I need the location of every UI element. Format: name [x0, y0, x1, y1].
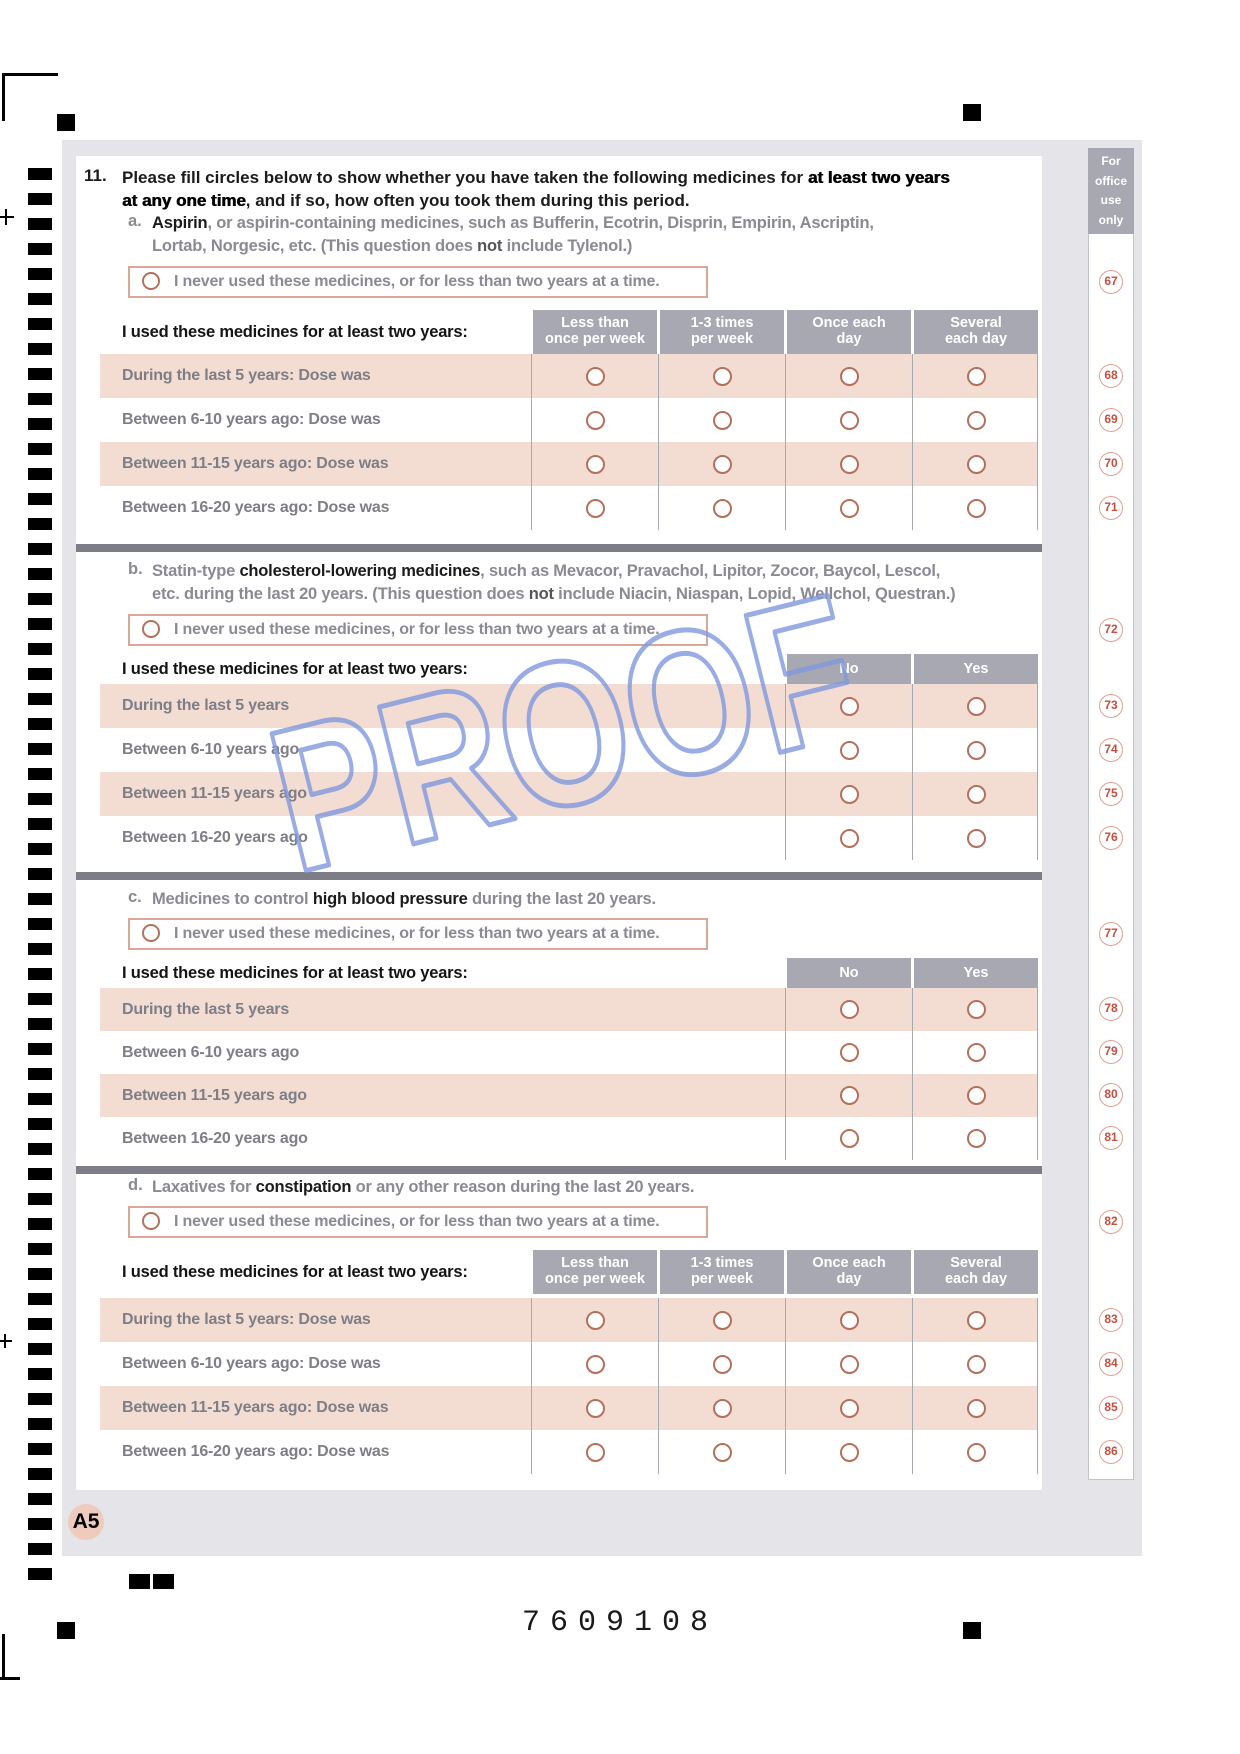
column-separator — [912, 684, 913, 860]
office-use-number: 85 — [1099, 1396, 1123, 1420]
radio-d-row2-col3[interactable] — [840, 1355, 859, 1374]
corner-square-bottom-left — [57, 1622, 75, 1639]
section-intro-line — [152, 1176, 694, 1199]
radio-a-row2-col2[interactable] — [713, 411, 732, 430]
table-row — [100, 398, 1038, 442]
column-header-line: No — [839, 661, 859, 677]
punch-hole — [28, 1018, 52, 1030]
text-segment: at least two years — [807, 168, 950, 187]
section-divider — [76, 1166, 1042, 1174]
radio-a-row1-col1[interactable] — [586, 367, 605, 386]
column-header-line: 1-3 times — [690, 315, 754, 331]
row-label: During the last 5 years — [122, 697, 290, 714]
punch-hole — [28, 1068, 52, 1080]
row-label: During the last 5 years: Dose was — [122, 367, 371, 384]
radio-d-row4-col1[interactable] — [586, 1443, 605, 1462]
punch-hole — [28, 1493, 52, 1505]
radio-a-row2-col1[interactable] — [586, 411, 605, 430]
radio-a-row2-col4[interactable] — [967, 411, 986, 430]
text-segment: Medicines to control — [152, 890, 313, 908]
punch-hole — [28, 268, 52, 280]
punch-hole — [28, 1218, 52, 1230]
column-header-line: per week — [690, 1271, 754, 1287]
punch-hole — [28, 1043, 52, 1055]
punch-hole — [28, 468, 52, 480]
never-used-box-c — [128, 918, 708, 950]
text-segment: Laxatives for — [152, 1178, 256, 1196]
office-use-number: 67 — [1099, 270, 1123, 294]
never-used-box-d — [128, 1206, 708, 1238]
timing-square-2 — [153, 1574, 174, 1589]
section-divider — [76, 544, 1042, 552]
row-label: Between 16-20 years ago: Dose was — [122, 499, 390, 516]
column-header-b-0 — [787, 654, 911, 684]
office-use-number: 84 — [1099, 1352, 1123, 1376]
radio-d-row1-col1[interactable] — [586, 1311, 605, 1330]
registration-cross-left-upper-v — [5, 209, 7, 225]
radio-d-row4-col2[interactable] — [713, 1443, 732, 1462]
punch-hole — [28, 1118, 52, 1130]
section-intro-c — [152, 888, 656, 911]
radio-d-row3-col1[interactable] — [586, 1399, 605, 1418]
column-header-line: Several — [950, 315, 1002, 331]
used-two-years-label-a: I used these medicines for at least two years: — [122, 323, 468, 341]
radio-d-row2-col2[interactable] — [713, 1355, 732, 1374]
text-segment: include Niacin, Niaspan, Lopid, Wellchol, Questran.) — [553, 585, 956, 603]
used-two-years-label-c: I used these medicines for at least two years: — [122, 964, 468, 982]
radio-b-row4-col2[interactable] — [967, 829, 986, 848]
punch-hole — [28, 368, 52, 380]
punch-hole — [28, 1343, 52, 1355]
radio-a-row1-col3[interactable] — [840, 367, 859, 386]
registration-cross-left-lower — [0, 1340, 12, 1342]
column-header-line: Yes — [963, 965, 989, 981]
column-header-a-1 — [660, 310, 784, 354]
section-intro-a — [152, 212, 874, 258]
punch-hole — [28, 1418, 52, 1430]
radio-c-row2-col2[interactable] — [967, 1043, 986, 1062]
radio-b-row2-col2[interactable] — [967, 741, 986, 760]
column-separator — [531, 1298, 532, 1474]
registration-cross-left-lower-v — [4, 1334, 6, 1348]
office-use-number: 78 — [1099, 997, 1123, 1021]
office-use-header-line: office — [1094, 173, 1127, 188]
table-row — [100, 1117, 1038, 1160]
column-separator — [1037, 684, 1038, 860]
office-use-number: 73 — [1099, 694, 1123, 718]
office-use-number: 79 — [1099, 1040, 1123, 1064]
row-label: Between 11-15 years ago — [122, 1087, 307, 1104]
radio-d-row1-col2[interactable] — [713, 1311, 732, 1330]
punch-hole — [28, 1193, 52, 1205]
radio-d-row3-col4[interactable] — [967, 1399, 986, 1418]
column-header-c-1 — [914, 958, 1038, 988]
column-header-d-3 — [914, 1250, 1038, 1294]
office-use-number: 69 — [1099, 408, 1123, 432]
column-header-line: Several — [950, 1255, 1002, 1271]
punch-hole — [28, 443, 52, 455]
column-header-line: each day — [944, 1271, 1008, 1287]
table-row — [100, 486, 1038, 530]
radio-c-row4-col2[interactable] — [967, 1129, 986, 1148]
timing-square-1 — [129, 1574, 150, 1589]
column-separator — [531, 354, 532, 530]
column-header-a-3 — [914, 310, 1038, 354]
radio-b-row1-col1[interactable] — [840, 697, 859, 716]
office-use-number: 68 — [1099, 364, 1123, 388]
corner-square-top-right — [963, 104, 981, 121]
row-label: Between 16-20 years ago: Dose was — [122, 1443, 390, 1460]
radio-d-row3-col2[interactable] — [713, 1399, 732, 1418]
radio-d-row1-col3[interactable] — [840, 1311, 859, 1330]
section-intro-b — [152, 560, 955, 606]
radio-a-row4-col3[interactable] — [840, 499, 859, 518]
column-header-line: Once each — [812, 315, 886, 331]
radio-d-row2-col4[interactable] — [967, 1355, 986, 1374]
punch-hole — [28, 1268, 52, 1280]
punch-hole — [28, 318, 52, 330]
registration-mark-bottom-left-vertical — [2, 1634, 5, 1680]
radio-a-row4-col4[interactable] — [967, 499, 986, 518]
column-separator — [1037, 988, 1038, 1160]
punch-hole — [28, 543, 52, 555]
radio-c-row1-col1[interactable] — [840, 1000, 859, 1019]
punch-hole — [28, 393, 52, 405]
radio-b-row3-col2[interactable] — [967, 785, 986, 804]
column-header-line: Once each — [812, 1255, 886, 1271]
text-segment: or any other reason during the last 20 years. — [351, 1178, 695, 1196]
punch-hole — [28, 1168, 52, 1180]
punch-hole — [28, 568, 52, 580]
row-label: During the last 5 years — [122, 1001, 290, 1018]
radio-b-row3-col1[interactable] — [840, 785, 859, 804]
radio-a-row4-col1[interactable] — [586, 499, 605, 518]
column-separator — [785, 354, 786, 530]
radio-d-row2-col1[interactable] — [586, 1355, 605, 1374]
registration-mark-top-left-vertical — [2, 73, 5, 121]
row-label: During the last 5 years: Dose was — [122, 1311, 371, 1328]
radio-a-row2-col3[interactable] — [840, 411, 859, 430]
radio-c-row1-col2[interactable] — [967, 1000, 986, 1019]
column-separator — [912, 988, 913, 1160]
column-separator — [658, 1298, 659, 1474]
punch-hole — [28, 1518, 52, 1530]
section-intro-d — [152, 1176, 694, 1199]
text-segment: Lortab, Norgesic, etc. (This question does — [152, 237, 478, 255]
punch-hole — [28, 993, 52, 1005]
punch-hole — [28, 1093, 52, 1105]
radio-a-row1-col2[interactable] — [713, 367, 732, 386]
table-row — [100, 1342, 1038, 1386]
punch-hole — [28, 243, 52, 255]
punch-hole — [28, 818, 52, 830]
office-use-header-line: only — [1098, 212, 1124, 227]
radio-c-row3-col1[interactable] — [840, 1086, 859, 1105]
text-segment: include Tylenol.) — [502, 237, 633, 255]
office-use-header — [1088, 148, 1134, 234]
punch-hole — [28, 743, 52, 755]
table-row — [100, 354, 1038, 398]
office-use-number: 74 — [1099, 738, 1123, 762]
radio-a-row4-col2[interactable] — [713, 499, 732, 518]
section-intro-line — [152, 583, 955, 606]
column-separator — [1037, 354, 1038, 530]
punch-hole — [28, 193, 52, 205]
never-used-box-a — [128, 266, 708, 298]
column-separator — [785, 988, 786, 1160]
text-segment: Aspirin — [152, 214, 208, 232]
punch-hole — [28, 918, 52, 930]
radio-d-row4-col4[interactable] — [967, 1443, 986, 1462]
punch-hole — [28, 1543, 52, 1555]
table-row — [100, 1298, 1038, 1342]
punch-hole — [28, 1368, 52, 1380]
section-intro-line — [152, 212, 874, 235]
serial-number: 7609108 — [521, 1606, 719, 1640]
question-intro-line — [122, 166, 950, 189]
section-divider — [76, 872, 1042, 880]
column-header-line: once per week — [545, 331, 645, 347]
radio-b-never-used[interactable] — [142, 620, 160, 638]
text-segment: at any one time — [122, 191, 246, 210]
text-segment: Please fill circles below to show whether you have taken the following medicines for — [122, 168, 808, 187]
column-header-line: 1-3 times — [690, 1255, 754, 1271]
never-used-label: I never used these medicines, or for less than two years at a time. — [174, 273, 660, 290]
punch-hole — [28, 968, 52, 980]
column-header-line: Less than — [561, 1255, 629, 1271]
table-row — [100, 1074, 1038, 1117]
text-segment: constipation — [255, 1178, 352, 1196]
office-use-number: 72 — [1099, 618, 1123, 642]
used-two-years-label-d: I used these medicines for at least two years: — [122, 1263, 468, 1281]
column-separator — [912, 1298, 913, 1474]
table-row — [100, 772, 1038, 816]
page-label: A5 — [68, 1504, 104, 1540]
text-segment: Statin-type — [152, 562, 240, 580]
text-segment: high blood pressure — [312, 890, 468, 908]
section-intro-line — [152, 235, 874, 258]
column-header-line: day — [836, 331, 862, 347]
column-header-line: each day — [944, 331, 1008, 347]
radio-b-row2-col1[interactable] — [840, 741, 859, 760]
office-use-number: 77 — [1099, 922, 1123, 946]
column-header-d-2 — [787, 1250, 911, 1294]
table-row — [100, 684, 1038, 728]
radio-a-row3-col3[interactable] — [840, 455, 859, 474]
text-segment: etc. during the last 20 years. (This question does — [152, 585, 529, 603]
radio-b-row4-col1[interactable] — [840, 829, 859, 848]
text-segment: cholesterol-lowering medicines — [239, 562, 481, 580]
column-header-line: per week — [690, 331, 754, 347]
column-separator — [785, 684, 786, 860]
text-segment: not — [477, 237, 503, 255]
punch-hole — [28, 1318, 52, 1330]
column-header-line: Yes — [963, 661, 989, 677]
punch-hole — [28, 668, 52, 680]
column-separator — [658, 354, 659, 530]
table-row — [100, 1430, 1038, 1474]
punch-hole — [28, 1568, 52, 1580]
row-label: Between 6-10 years ago — [122, 741, 300, 758]
punch-hole — [28, 793, 52, 805]
never-used-box-b — [128, 614, 708, 646]
punch-hole — [28, 293, 52, 305]
punch-hole — [28, 168, 52, 180]
registration-cross-left-upper — [0, 216, 14, 218]
section-intro-line — [152, 888, 656, 911]
radio-d-row1-col4[interactable] — [967, 1311, 986, 1330]
punch-hole — [28, 893, 52, 905]
punch-hole — [28, 868, 52, 880]
column-header-d-0 — [533, 1250, 657, 1294]
radio-a-never-used[interactable] — [142, 272, 160, 290]
column-header-line: once per week — [545, 1271, 645, 1287]
proof-watermark-text: PROOF — [250, 517, 903, 917]
radio-d-row4-col3[interactable] — [840, 1443, 859, 1462]
office-use-header-line: For — [1101, 154, 1121, 168]
punch-hole — [28, 1393, 52, 1405]
section-letter-c: c. — [128, 888, 142, 906]
punch-hole — [28, 593, 52, 605]
table-row — [100, 1386, 1038, 1430]
punch-hole — [28, 768, 52, 780]
row-label: Between 11-15 years ago — [122, 785, 307, 802]
section-letter-d: d. — [128, 1176, 143, 1194]
radio-a-row3-col1[interactable] — [586, 455, 605, 474]
column-separator — [912, 354, 913, 530]
registration-mark-bottom-left-horizontal — [0, 1677, 20, 1680]
radio-b-row1-col2[interactable] — [967, 697, 986, 716]
used-two-years-label-b: I used these medicines for at least two years: — [122, 660, 468, 678]
radio-a-row3-col4[interactable] — [967, 455, 986, 474]
text-segment: , or aspirin-containing medicines, such as Bufferin, Ecotrin, Disprin, Empirin, Ascriptin, — [207, 214, 874, 232]
registration-mark-top-left-horizontal — [2, 73, 58, 76]
radio-c-row2-col1[interactable] — [840, 1043, 859, 1062]
radio-c-row3-col2[interactable] — [967, 1086, 986, 1105]
question-intro-line — [122, 189, 950, 212]
office-use-number: 82 — [1099, 1210, 1123, 1234]
office-use-number: 71 — [1099, 496, 1123, 520]
punch-hole — [28, 943, 52, 955]
text-segment: not — [528, 585, 554, 603]
column-separator — [1037, 1298, 1038, 1474]
section-intro-line — [152, 560, 955, 583]
row-label: Between 6-10 years ago: Dose was — [122, 1355, 381, 1372]
radio-c-row4-col1[interactable] — [840, 1129, 859, 1148]
text-segment: during the last 20 years. — [467, 890, 656, 908]
punch-hole — [28, 618, 52, 630]
never-used-label: I never used these medicines, or for less than two years at a time. — [174, 925, 660, 942]
punch-hole — [28, 343, 52, 355]
office-use-number: 80 — [1099, 1083, 1123, 1107]
section-letter-a: a. — [128, 212, 142, 230]
punch-hole — [28, 1293, 52, 1305]
punch-hole — [28, 218, 52, 230]
table-row — [100, 1031, 1038, 1074]
column-header-line: day — [836, 1271, 862, 1287]
punch-hole — [28, 718, 52, 730]
row-label: Between 6-10 years ago: Dose was — [122, 411, 381, 428]
office-use-header-line: use — [1100, 193, 1122, 207]
punch-hole — [28, 493, 52, 505]
text-segment: , and if so, how often you took them during this period. — [245, 191, 690, 210]
column-separator — [785, 1298, 786, 1474]
column-header-d-1 — [660, 1250, 784, 1294]
table-row — [100, 442, 1038, 486]
corner-square-bottom-right — [963, 1622, 981, 1639]
row-label: Between 11-15 years ago: Dose was — [122, 455, 389, 472]
never-used-label: I never used these medicines, or for less than two years at a time. — [174, 1213, 660, 1230]
punch-hole — [28, 693, 52, 705]
punch-hole — [28, 418, 52, 430]
row-label: Between 16-20 years ago — [122, 829, 308, 846]
punch-hole — [28, 643, 52, 655]
radio-a-row3-col2[interactable] — [713, 455, 732, 474]
office-use-number: 86 — [1099, 1440, 1123, 1464]
punch-hole — [28, 1243, 52, 1255]
table-row — [100, 816, 1038, 860]
row-label: Between 11-15 years ago: Dose was — [122, 1399, 389, 1416]
punch-hole — [28, 843, 52, 855]
office-use-number: 76 — [1099, 826, 1123, 850]
punch-hole — [28, 518, 52, 530]
column-header-b-1 — [914, 654, 1038, 684]
office-use-number: 70 — [1099, 452, 1123, 476]
punch-hole — [28, 1143, 52, 1155]
radio-d-row3-col3[interactable] — [840, 1399, 859, 1418]
section-letter-b: b. — [128, 560, 143, 578]
table-row — [100, 728, 1038, 772]
radio-a-row1-col4[interactable] — [967, 367, 986, 386]
radio-c-never-used[interactable] — [142, 924, 160, 942]
table-row — [100, 988, 1038, 1031]
column-header-a-2 — [787, 310, 911, 354]
form-content — [76, 156, 1042, 1490]
question-number: 11. — [84, 166, 107, 185]
column-header-a-0 — [533, 310, 657, 354]
question-intro — [122, 166, 950, 212]
corner-square-top-left — [57, 114, 75, 131]
office-use-number: 81 — [1099, 1126, 1123, 1150]
punch-hole — [28, 1468, 52, 1480]
column-header-c-0 — [787, 958, 911, 988]
text-segment: , such as Mevacor, Pravachol, Lipitor, Zocor, Baycol, Lescol, — [480, 562, 941, 580]
radio-d-never-used[interactable] — [142, 1212, 160, 1230]
office-use-number: 75 — [1099, 782, 1123, 806]
column-header-line: No — [839, 965, 859, 981]
column-header-line: Less than — [561, 315, 629, 331]
row-label: Between 16-20 years ago — [122, 1130, 308, 1147]
punch-hole — [28, 1443, 52, 1455]
office-use-number: 83 — [1099, 1308, 1123, 1332]
never-used-label: I never used these medicines, or for less than two years at a time. — [174, 621, 660, 638]
row-label: Between 6-10 years ago — [122, 1044, 300, 1061]
